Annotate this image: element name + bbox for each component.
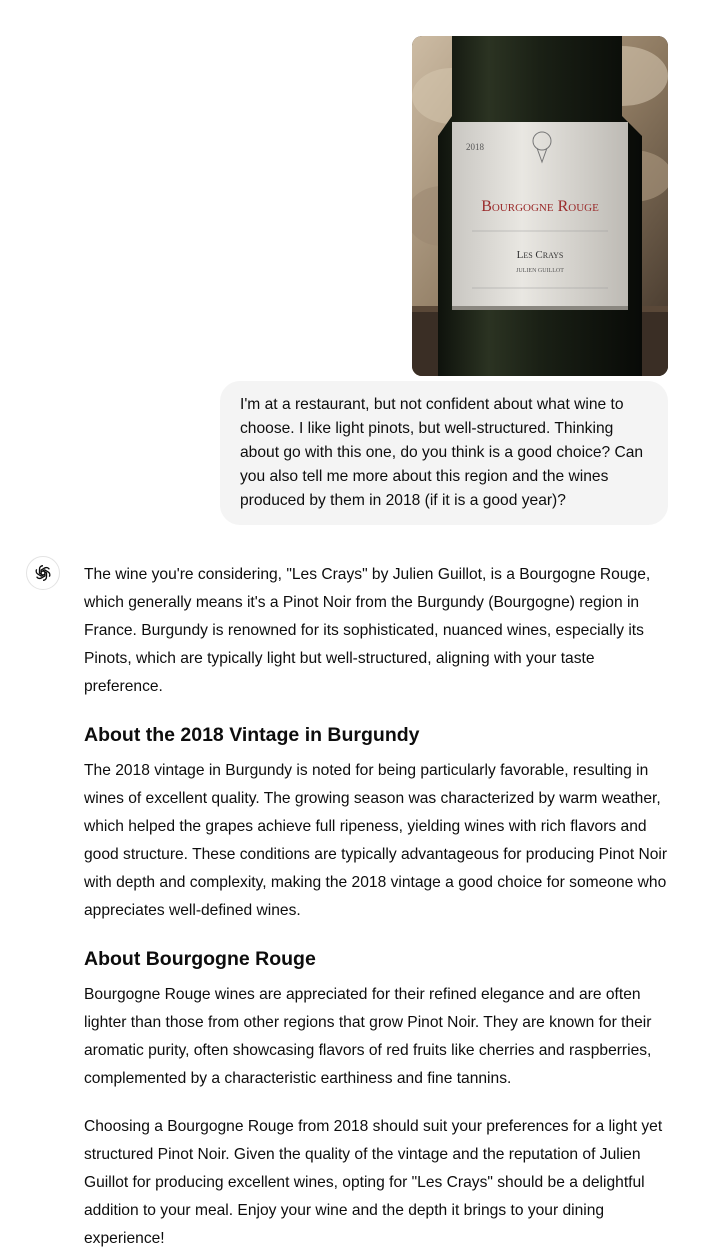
svg-text:Bourgogne Rouge: Bourgogne Rouge [481,198,599,215]
region-section-paragraph: Bourgogne Rouge wines are appreciated for their refined elegance and are often lighter than those from other regions that grow Pinot Noir. They are known for their aromatic purity, often showcasing flavors of red fruits like cherries and raspberries, complemented by a characteristic earthiness and fine tannins. [84,986,652,1087]
region-section-heading: About Bourgogne Rouge [84,948,316,970]
user-message-text: I'm at a restaurant, but not confident about what wine to choose. I like light pinots, but well-structured. Thinking about go with this one, do you think is a good choice? Can you also tell me more about this region and the wines produced by them in 2018 (if it is a good year)? [240,396,644,509]
vintage-section-heading: About the 2018 Vintage in Burgundy [84,724,420,746]
assistant-message [84,561,670,1253]
assistant-conclusion-paragraph: Choosing a Bourgogne Rouge from 2018 should suit your preferences for a light yet structured Pinot Noir. Given the quality of the vintage and the reputation of Julien Guillot for producing excellent wines, opting for "Les Crays" should be a delightful addition to your meal. Enjoy your wine and the depth it brings to your dining experience! [84,1118,663,1247]
assistant-intro-paragraph: The wine you're considering, "Les Crays" by Julien Guillot, is a Bourgogne Rouge, which generally means it's a Pinot Noir from the Burgundy (Bourgogne) region in France. Burgundy is renowned for its sophisticated, nuanced wines, especially its Pinots, which are typically light but well-structured, aligning with your taste preference. [84,566,651,695]
user-message-bubble [220,381,668,525]
svg-text:JULIEN GUILLOT: JULIEN GUILLOT [516,268,564,274]
assistant-avatar [26,556,60,590]
svg-text:2018: 2018 [466,142,484,152]
vintage-section-paragraph: The 2018 vintage in Burgundy is noted for being particularly favorable, resulting in wines of excellent quality. The growing season was characterized by warm weather, which helped the grapes achieve full ripeness, yielding wines with rich flavors and good structure. These conditions are typically advantageous for producing Pinot Noir with depth and complexity, making the 2018 vintage a good choice for someone who appreciates well-defined wines. [84,762,668,919]
openai-logo-icon [33,563,53,583]
uploaded-wine-photo[interactable] [412,36,668,376]
svg-text:Les Crays: Les Crays [516,249,564,261]
